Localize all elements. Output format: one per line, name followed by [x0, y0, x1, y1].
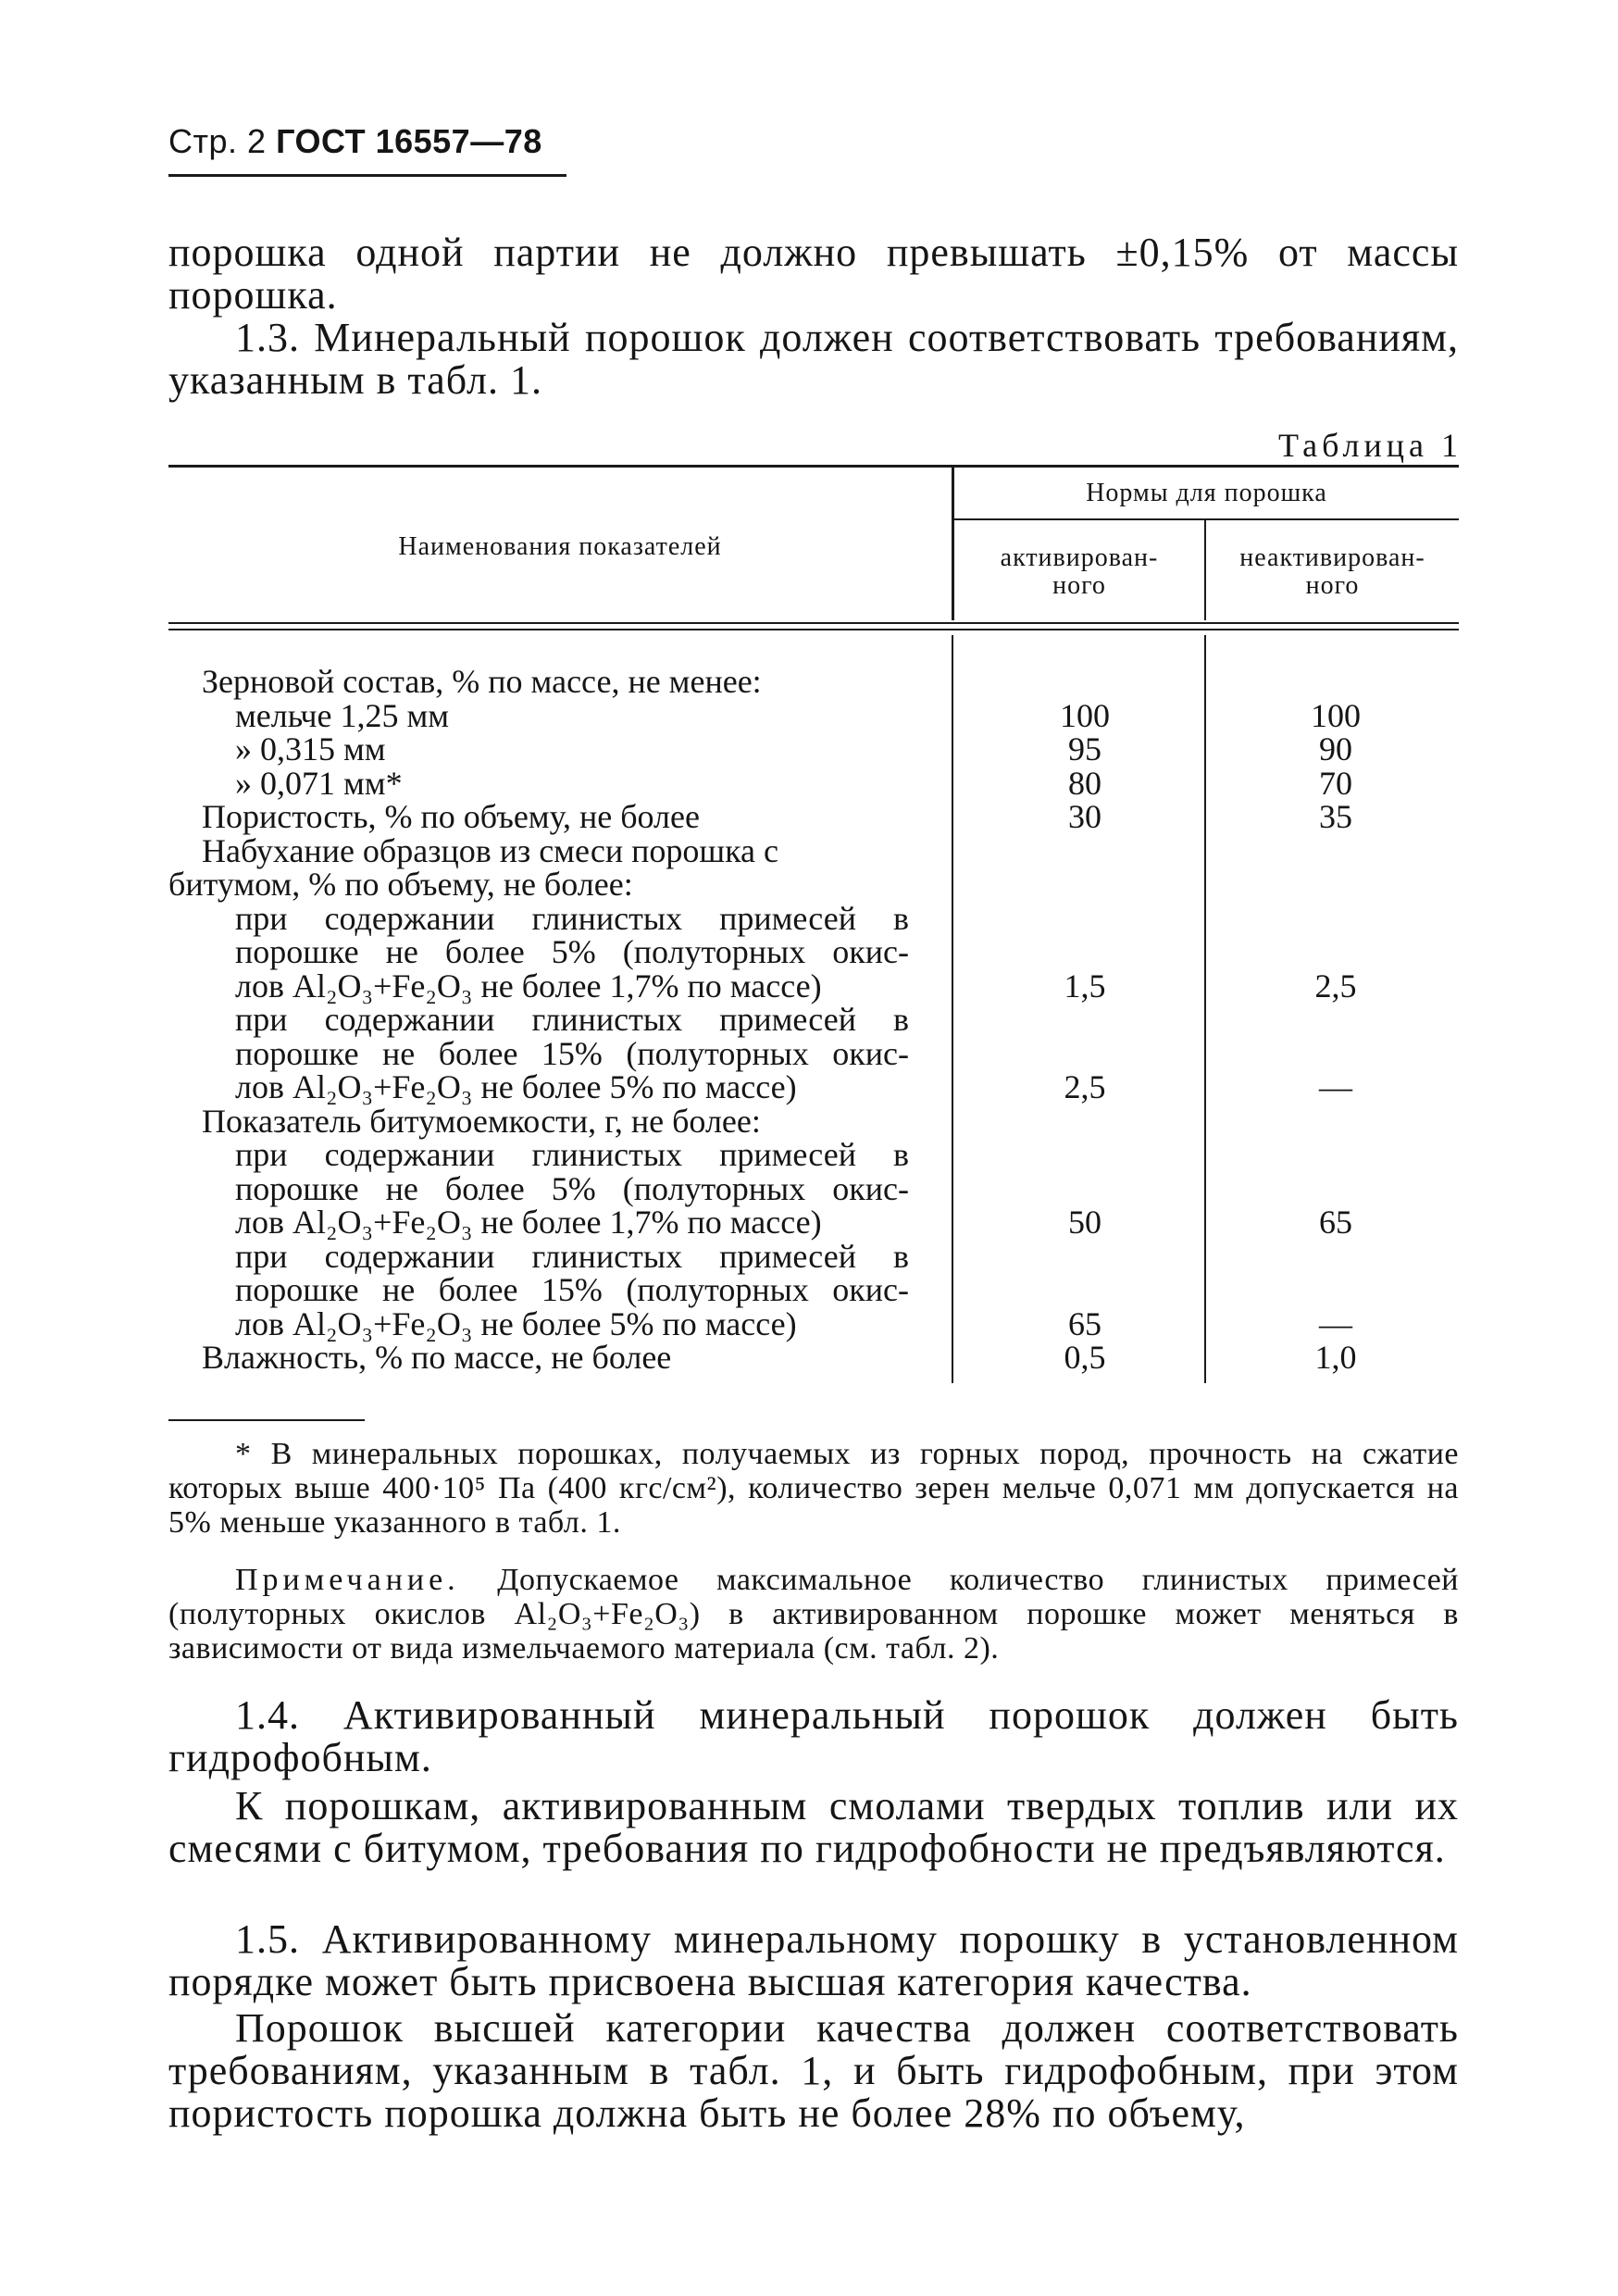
note [168, 1563, 1459, 1666]
column-header-name: Наименования показателей [398, 532, 722, 561]
row-label: при содержании глинистых примесей в [235, 1237, 909, 1275]
value-activated: 30 [1068, 798, 1101, 835]
row-label: Влажность, % по массе, не более [202, 1339, 672, 1376]
table-row [168, 696, 1459, 734]
row-label: » 0,071 мм* [235, 764, 403, 802]
row-label: лов Al₂O₃+Fe₂O₃ не более 5% по массе) [235, 1304, 797, 1342]
paragraph-continuation: порошка одной партии не должно превышать ±0,15% от массы порошка. [168, 230, 1459, 318]
table-row [168, 935, 1459, 969]
table-row [168, 1341, 1459, 1375]
column-header-activated [954, 544, 1204, 600]
table-row [168, 1003, 1459, 1037]
table-row [168, 969, 1459, 1004]
column-header-activated-line2: ного [1052, 571, 1106, 600]
value-activated: 0,5 [1064, 1339, 1106, 1376]
page-header [168, 122, 566, 161]
row-label: лов Al₂O₃+Fe₂O₃ не более 1,7% по массе) [235, 967, 822, 1004]
row-label: битумом, % по объему, не более: [168, 866, 633, 903]
value-nonactivated: 100 [1311, 696, 1361, 734]
paragraph-1-3: 1.3. Минеральный порошок должен соответствовать требованиям, указанным в табл. 1. [168, 315, 1459, 403]
row-label: Пористость, % по объему, не более [202, 798, 700, 835]
value-activated: 100 [1060, 696, 1110, 734]
paragraph-1-5-continued: Порошок высшей категории качества должен соответствовать требованиям, указанным в табл. 1, и быть гидрофобным, при этом пористость порошка должна быть не более 28% по объему, [168, 2005, 1459, 2136]
table-row [168, 899, 1459, 937]
table-row [168, 1070, 1459, 1104]
table-row [168, 665, 1459, 699]
table-row [168, 1104, 1459, 1139]
row-label: Набухание образцов из смеси порошка с [202, 831, 778, 869]
row-label: лов Al₂O₃+Fe₂O₃ не более 1,7% по массе) [235, 1204, 822, 1241]
value-nonactivated: 65 [1319, 1204, 1352, 1241]
column-header-nonactivated-line2: ного [1305, 571, 1360, 600]
table-row [168, 1138, 1459, 1172]
row-label: Показатель битумоемкости, г, не более: [202, 1102, 761, 1140]
value-nonactivated: — [1319, 1304, 1352, 1342]
table-top-rule [168, 465, 1459, 468]
table-row [168, 800, 1459, 834]
value-nonactivated: 70 [1319, 764, 1352, 802]
row-label: порошке не более 15% (полуторных окис- [235, 1271, 909, 1308]
value-activated: 2,5 [1064, 1068, 1106, 1105]
note-label: Примечание. [235, 1563, 460, 1597]
row-label: порошке не более 5% (полуторных окис- [235, 933, 909, 970]
value-activated: 80 [1068, 764, 1101, 802]
table-body [168, 665, 1459, 1375]
row-label: порошке не более 15% (полуторных окис- [235, 1034, 909, 1072]
paragraph-1-5: 1.5. Активированному минеральному порошку в установленном порядке может быть присвоена высшая категория качества. [168, 1916, 1459, 2004]
row-label: мельче 1,25 мм [235, 696, 450, 734]
table-row [168, 1273, 1459, 1307]
column-header-activated-line1: активирован- [1000, 543, 1159, 572]
header-rule [168, 174, 566, 177]
value-nonactivated: 1,0 [1314, 1339, 1357, 1376]
paragraph-1-4-continued: К порошкам, активированным смолами твердых топлив или их смесями с битумом, требования по гидрофобности не предъявляются. [168, 1783, 1459, 1871]
column-header-norms: Нормы для порошка [1086, 479, 1327, 507]
row-label: при содержании глинистых примесей в [235, 1136, 909, 1173]
row-label: » 0,315 мм [235, 730, 386, 767]
table-caption: Таблица 1 [1278, 427, 1462, 464]
table-row [168, 764, 1459, 802]
header-divider-norms [954, 518, 1459, 520]
row-label: Зерновой состав, % по массе, не менее: [202, 663, 762, 700]
table-row [168, 1034, 1459, 1072]
value-activated: 95 [1068, 730, 1101, 767]
row-label: порошке не более 5% (полуторных окис- [235, 1169, 909, 1207]
table-row [168, 1169, 1459, 1207]
footnote-rule [168, 1419, 365, 1421]
paragraph-1-4: 1.4. Активированный минеральный порошок должен быть гидрофобным. [168, 1692, 1459, 1780]
row-label: при содержании глинистых примесей в [235, 1001, 909, 1038]
page-number: Стр. 2 [168, 122, 267, 160]
value-nonactivated: — [1319, 1068, 1352, 1105]
value-activated: 50 [1068, 1204, 1101, 1241]
value-activated: 1,5 [1064, 967, 1106, 1004]
row-label: лов Al₂O₃+Fe₂O₃ не более 5% по массе) [235, 1068, 797, 1105]
table-row [168, 1205, 1459, 1240]
row-label: при содержании глинистых примесей в [235, 899, 909, 937]
table-row [168, 867, 1459, 902]
value-activated: 65 [1068, 1304, 1101, 1342]
table-row [168, 831, 1459, 869]
table-row [168, 1237, 1459, 1275]
column-header-nonactivated [1206, 544, 1459, 600]
standard-code: ГОСТ 16557—78 [276, 122, 542, 160]
table-row [168, 1304, 1459, 1342]
header-bottom-rule-1 [168, 622, 1459, 624]
table-row [168, 732, 1459, 767]
footnote: * В минеральных порошках, получаемых из горных пород, прочность на сжатие которых выше 400·10⁵ Па (400 кгс/см²), количество зерен мельче 0,071 мм допускается на 5% меньше указанного в табл. 1. [168, 1437, 1459, 1540]
header-bottom-rule-2 [168, 629, 1459, 630]
value-nonactivated: 90 [1319, 730, 1352, 767]
value-nonactivated: 35 [1319, 798, 1352, 835]
note-text: Допускаемое максимальное количество глинистых примесей (полуторных окислов Al₂O₃+Fe₂O₃) в активированном порошке может меняться в зависимости от вида измельчаемого материала (см. табл. 2). [168, 1563, 1459, 1666]
column-header-nonactivated-line1: неактивирован- [1239, 543, 1425, 572]
value-nonactivated: 2,5 [1314, 967, 1357, 1004]
